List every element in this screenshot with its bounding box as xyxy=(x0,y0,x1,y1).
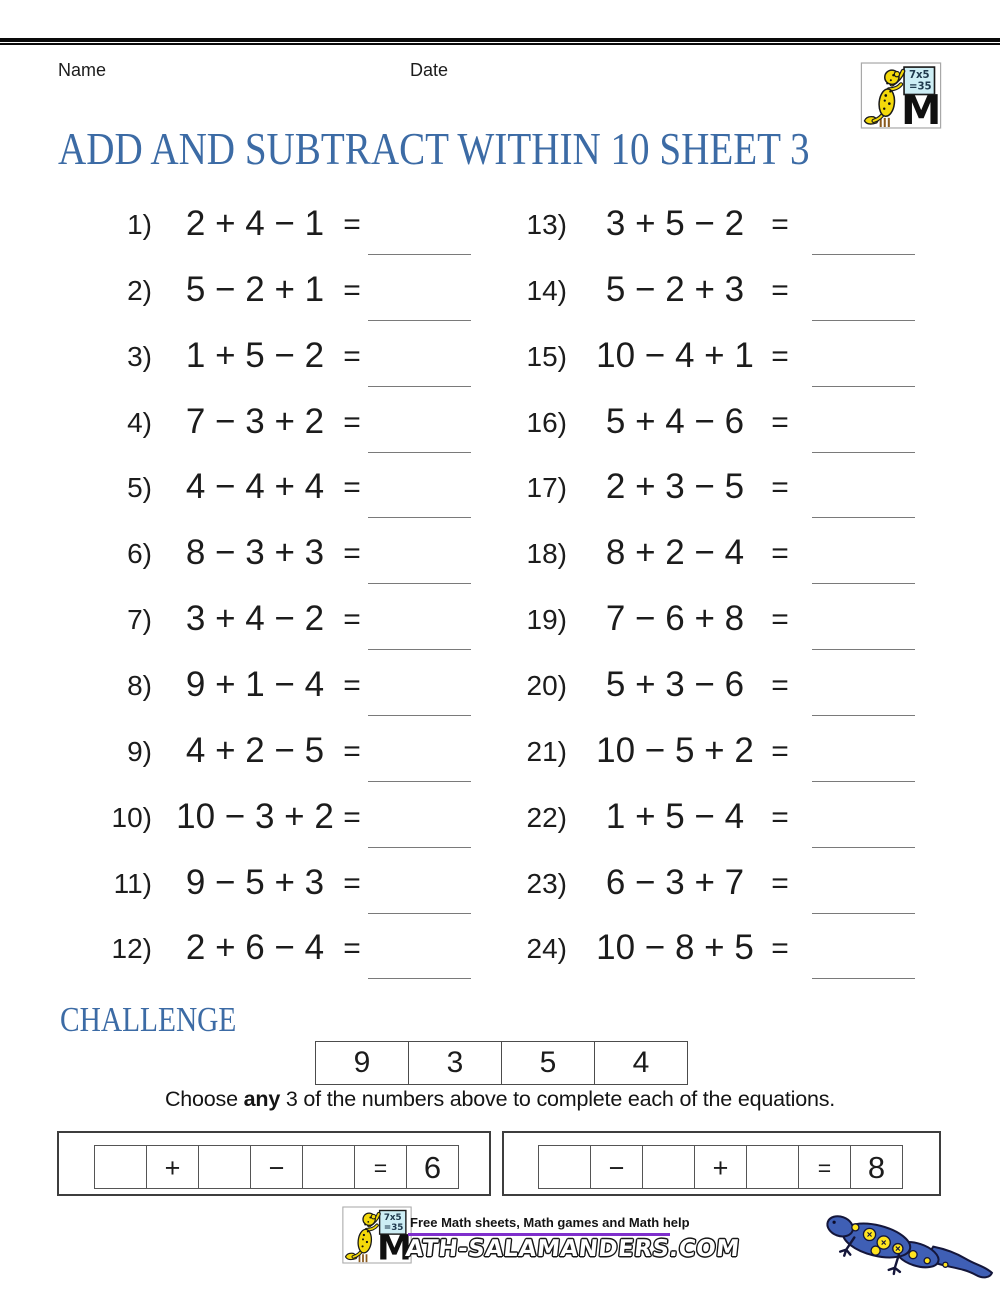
equals-sign: = xyxy=(771,537,789,571)
answer-line[interactable] xyxy=(368,780,471,782)
challenge-operator-cell: − xyxy=(250,1145,303,1189)
problem-number: 15) xyxy=(526,340,567,372)
answer-line[interactable] xyxy=(368,714,471,716)
problem-expression: 7 − 3 + 2 xyxy=(185,401,325,441)
problem-expression: 3 + 5 − 2 xyxy=(605,204,745,243)
challenge-operator-cell: + xyxy=(694,1145,747,1189)
equals-sign: = xyxy=(771,273,789,307)
equals-sign: = xyxy=(343,273,361,307)
problem-number: 22) xyxy=(526,801,567,833)
equals-sign: = xyxy=(343,537,361,571)
answer-line[interactable] xyxy=(812,977,915,979)
problem-row xyxy=(90,328,471,394)
problem-expression: 3 + 4 − 2 xyxy=(185,599,325,639)
challenge-number-cell: 5 xyxy=(501,1042,594,1084)
problem-number: 19) xyxy=(526,604,567,636)
equals-sign: = xyxy=(343,339,361,373)
problem-expression: 4 + 2 − 5 xyxy=(185,730,325,770)
problem-row xyxy=(90,262,471,328)
answer-line[interactable] xyxy=(368,451,471,453)
answer-line[interactable] xyxy=(368,648,471,650)
date-label: Date xyxy=(410,60,449,80)
equals-sign: = xyxy=(343,734,361,768)
challenge-blank-cell[interactable] xyxy=(302,1145,355,1189)
problem-number: 4) xyxy=(127,406,152,438)
problem-row xyxy=(505,525,917,591)
problem-row xyxy=(90,855,471,921)
equals-sign: = xyxy=(343,800,361,834)
equals-sign: = xyxy=(343,405,361,439)
challenge-blank-cell[interactable] xyxy=(94,1145,147,1189)
equals-sign: = xyxy=(771,800,789,834)
problem-number: 6) xyxy=(127,538,152,570)
problem-number: 23) xyxy=(526,867,567,899)
footer-logo-icon xyxy=(342,1206,412,1264)
challenge-heading: CHALLENGE xyxy=(60,1000,237,1039)
problem-expression: 5 + 3 − 6 xyxy=(605,664,745,704)
equals-sign: = xyxy=(343,208,361,241)
problem-row xyxy=(505,591,917,657)
problem-number: 8) xyxy=(127,669,152,701)
problem-row xyxy=(505,196,917,262)
problem-number: 14) xyxy=(526,274,567,306)
instruction-text-cont: 3 of the numbers above to complete each of the equations. xyxy=(280,1087,836,1111)
challenge-number-cell: 4 xyxy=(594,1042,687,1084)
problem-number: 7) xyxy=(127,604,152,636)
answer-line[interactable] xyxy=(812,319,915,321)
answer-line[interactable] xyxy=(368,912,471,914)
problem-expression: 10 − 4 + 1 xyxy=(596,335,754,375)
footer-tagline: Free Math sheets, Math games and Math help xyxy=(410,1215,690,1230)
problem-row xyxy=(505,394,917,460)
challenge-operator-cell: + xyxy=(146,1145,199,1189)
answer-line[interactable] xyxy=(368,977,471,979)
problem-expression: 7 − 6 + 8 xyxy=(605,599,745,639)
problem-row xyxy=(505,657,917,723)
problem-row xyxy=(505,262,917,328)
challenge-result-cell: 6 xyxy=(406,1145,459,1189)
problem-row xyxy=(90,789,471,855)
challenge-number-cell: 3 xyxy=(408,1042,501,1084)
problem-expression: 6 − 3 + 7 xyxy=(605,862,745,902)
problem-row xyxy=(505,328,917,394)
problem-number: 11) xyxy=(113,867,152,899)
equals-sign: = xyxy=(771,339,789,373)
problem-expression: 5 + 4 − 6 xyxy=(605,401,745,441)
problem-expression: 2 + 6 − 4 xyxy=(185,928,325,968)
problem-row xyxy=(90,459,471,525)
problem-row xyxy=(505,920,917,986)
problem-row xyxy=(90,920,471,986)
answer-line[interactable] xyxy=(812,846,915,848)
challenge-equation-box-2 xyxy=(502,1131,941,1196)
problem-expression: 5 − 2 + 1 xyxy=(185,269,325,309)
problem-number: 20) xyxy=(526,669,567,701)
challenge-equation-box-1 xyxy=(57,1131,491,1196)
answer-line[interactable] xyxy=(812,912,915,914)
problem-row xyxy=(90,723,471,789)
problem-row xyxy=(505,723,917,789)
problem-row xyxy=(505,459,917,525)
page-title: ADD AND SUBTRACT WITHIN 10 SHEET 3 xyxy=(58,123,810,174)
challenge-equation-row-2 xyxy=(539,1145,903,1189)
answer-line[interactable] xyxy=(812,516,915,518)
equals-sign: = xyxy=(771,866,789,900)
footer-brand-text: ATH-SALAMANDERS.COM xyxy=(404,1236,741,1262)
answer-line[interactable] xyxy=(812,780,915,782)
math-salamanders-logo-icon xyxy=(860,62,942,129)
equals-sign: = xyxy=(771,932,789,966)
problem-row xyxy=(90,196,471,262)
instruction-bold-word: any xyxy=(243,1087,281,1111)
answer-line[interactable] xyxy=(812,451,915,453)
problem-row xyxy=(505,855,917,921)
problem-expression: 8 + 2 − 4 xyxy=(605,533,745,573)
equals-sign: = xyxy=(771,405,789,439)
equals-sign: = xyxy=(343,668,361,702)
problems-column-left xyxy=(90,196,471,988)
problem-expression: 8 − 3 + 3 xyxy=(185,533,325,573)
instruction-text: Choose xyxy=(164,1087,244,1111)
problem-row xyxy=(90,591,471,657)
challenge-blank-cell[interactable] xyxy=(198,1145,251,1189)
equals-sign: = xyxy=(343,603,361,637)
answer-line[interactable] xyxy=(812,648,915,650)
problem-number: 21) xyxy=(526,735,567,767)
problems-column-right xyxy=(505,196,917,988)
equals-sign: = xyxy=(771,668,789,702)
problem-number: 13) xyxy=(526,209,567,240)
challenge-blank-cell[interactable] xyxy=(538,1145,591,1189)
problem-number: 2) xyxy=(127,274,152,306)
equals-sign: = xyxy=(771,471,789,505)
problem-number: 17) xyxy=(526,472,567,504)
answer-line[interactable] xyxy=(812,714,915,716)
problem-row xyxy=(505,789,917,855)
challenge-blank-cell[interactable] xyxy=(642,1145,695,1189)
problem-expression: 1 + 5 − 2 xyxy=(185,335,325,375)
name-label: Name xyxy=(58,60,107,80)
challenge-equals-cell: = xyxy=(354,1145,407,1189)
challenge-number-table xyxy=(315,1041,688,1085)
challenge-result-cell: 8 xyxy=(850,1145,903,1189)
equals-sign: = xyxy=(771,208,789,241)
problem-expression: 10 − 8 + 5 xyxy=(596,928,754,968)
problem-number: 9) xyxy=(127,735,152,767)
challenge-operator-cell: − xyxy=(590,1145,643,1189)
answer-line[interactable] xyxy=(368,385,471,387)
answer-line[interactable] xyxy=(368,319,471,321)
challenge-blank-cell[interactable] xyxy=(746,1145,799,1189)
problem-expression: 9 − 5 + 3 xyxy=(185,862,325,902)
answer-line[interactable] xyxy=(812,253,915,255)
problem-number: 18) xyxy=(526,538,567,570)
problem-expression: 9 + 1 − 4 xyxy=(185,664,325,704)
problem-number: 3) xyxy=(127,340,152,372)
problem-row xyxy=(90,657,471,723)
problem-expression: 1 + 5 − 4 xyxy=(605,796,745,836)
problem-expression: 5 − 2 + 3 xyxy=(605,269,745,309)
equals-sign: = xyxy=(343,471,361,505)
challenge-equals-cell: = xyxy=(798,1145,851,1189)
problem-number: 1) xyxy=(127,209,152,240)
blue-salamander-illustration xyxy=(824,1196,996,1284)
answer-line[interactable] xyxy=(812,582,915,584)
equals-sign: = xyxy=(771,734,789,768)
equals-sign: = xyxy=(771,603,789,637)
problem-expression: 10 − 5 + 2 xyxy=(596,730,754,770)
problem-expression: 2 + 4 − 1 xyxy=(185,204,325,243)
problem-number: 16) xyxy=(526,406,567,438)
problem-row xyxy=(90,394,471,460)
challenge-number-cell: 9 xyxy=(353,1046,371,1079)
answer-line[interactable] xyxy=(368,253,471,255)
problem-number: 10) xyxy=(111,801,152,833)
answer-line[interactable] xyxy=(368,846,471,848)
challenge-equation-row-1 xyxy=(95,1145,459,1189)
equals-sign: = xyxy=(343,932,361,966)
header-divider xyxy=(0,38,1000,45)
answer-line[interactable] xyxy=(368,516,471,518)
problem-expression: 2 + 3 − 5 xyxy=(605,467,745,507)
answer-line[interactable] xyxy=(812,385,915,387)
problem-expression: 4 − 4 + 4 xyxy=(185,467,325,507)
problem-row xyxy=(90,525,471,591)
equals-sign: = xyxy=(343,866,361,900)
challenge-instruction xyxy=(0,1087,1000,1112)
answer-line[interactable] xyxy=(368,582,471,584)
problem-number: 5) xyxy=(127,472,152,504)
problem-expression: 10 − 3 + 2 xyxy=(176,796,334,836)
problem-number: 24) xyxy=(526,933,567,965)
problem-number: 12) xyxy=(111,933,152,965)
